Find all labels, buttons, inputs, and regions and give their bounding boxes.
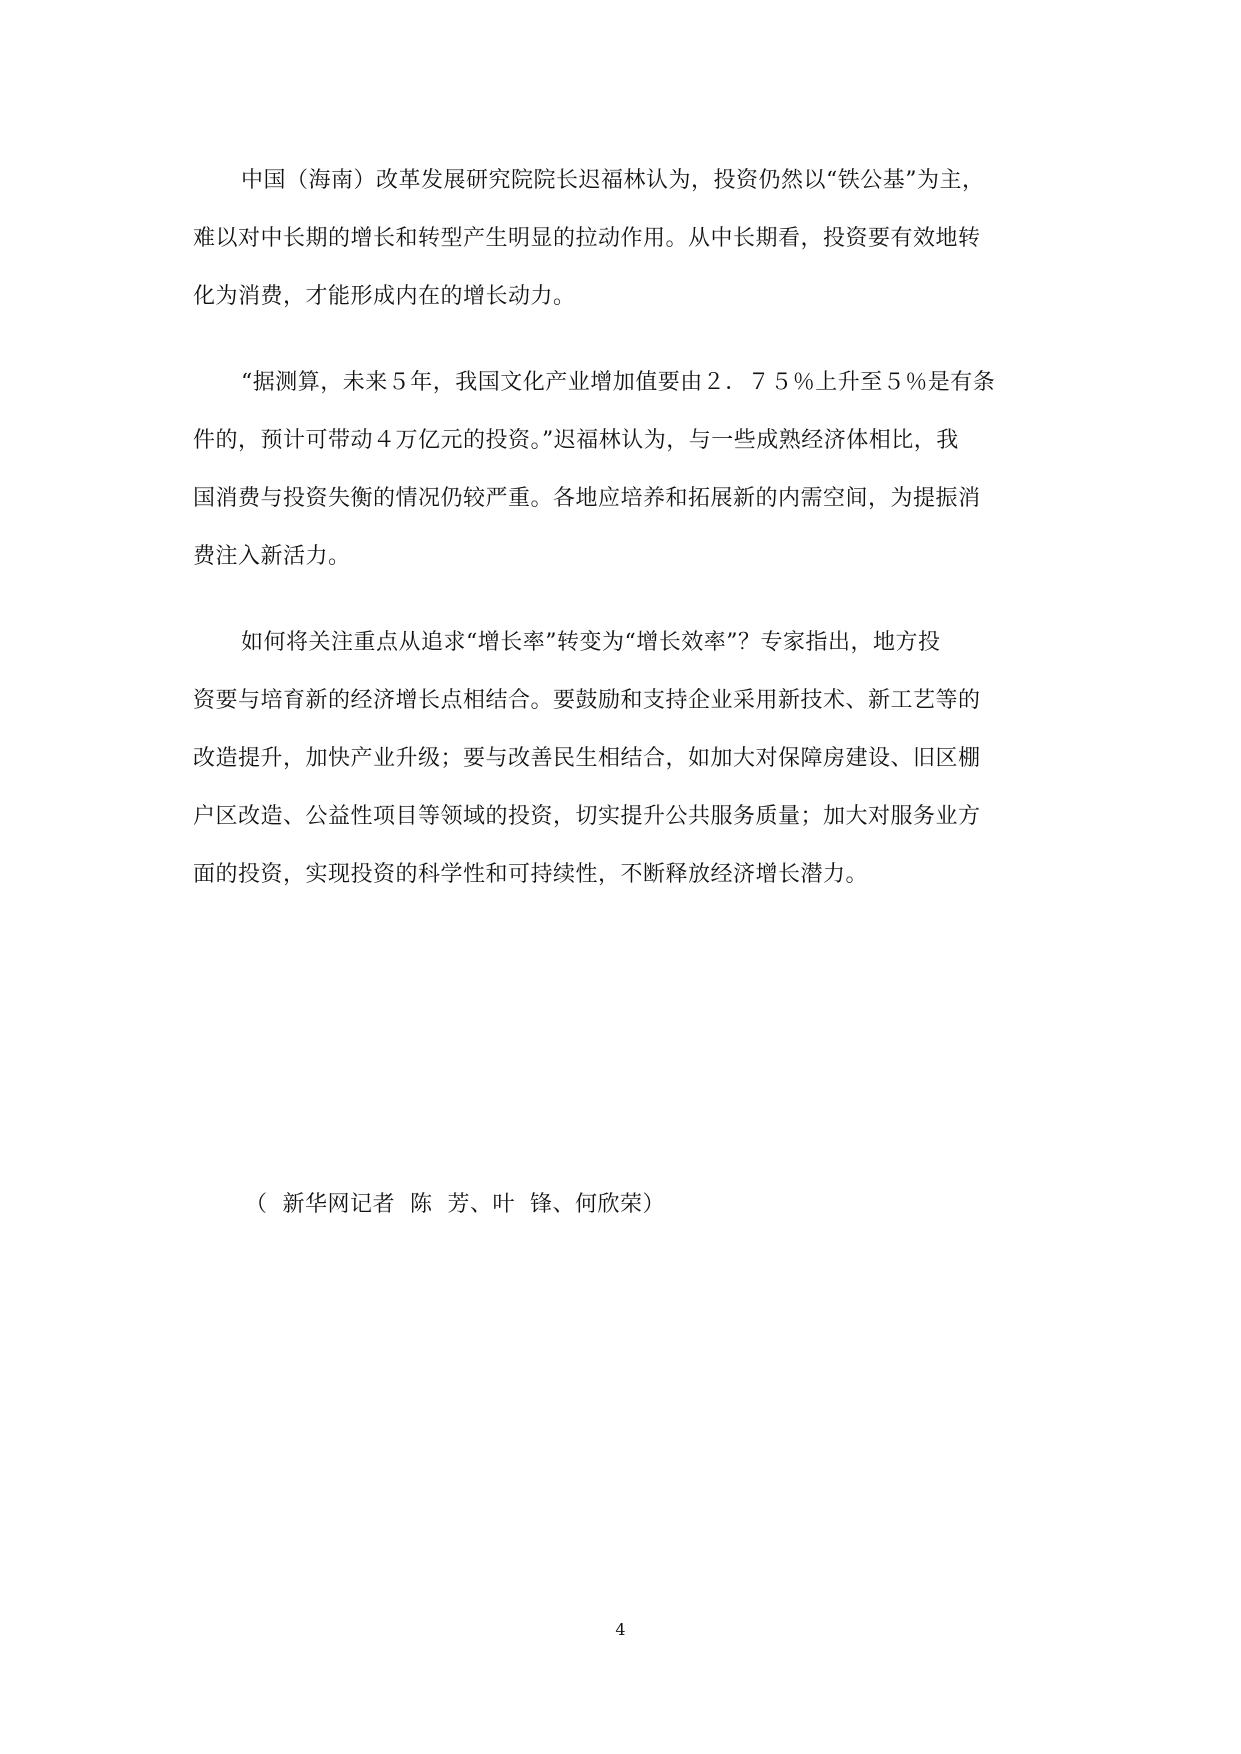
paragraph-2 — [193, 354, 1063, 586]
paragraph-3 — [193, 614, 1063, 904]
paragraph-line: 化为消费，才能形成内在的增长动力。 — [193, 284, 576, 309]
paragraph-line: 难以对中长期的增长和转型产生明显的拉动作用。从中长期看，投资要有效地转 — [193, 226, 981, 251]
paragraph-line: 件的，预计可带动４万亿元的投资。”迟福林认为，与一些成熟经济体相比，我 — [193, 428, 959, 453]
paragraph-line: 面的投资，实现投资的科学性和可持续性，不断释放经济增长潜力。 — [193, 862, 869, 887]
page-number: 4 — [615, 1620, 626, 1639]
paragraph-line: 改造提升，加快产业升级；要与改善民生相结合，如加大对保障房建设、旧区棚 — [193, 746, 981, 771]
paragraph-line: 如何将关注重点从追求“增长率”转变为“增长效率”？专家指出，地方投 — [241, 630, 941, 655]
paragraph-line: 户区改造、公益性项目等领域的投资，切实提升公共服务质量；加大对服务业方 — [193, 804, 981, 829]
paragraph-line: 资要与培育新的经济增长点相结合。要鼓励和支持企业采用新技术、新工艺等的 — [193, 688, 981, 713]
paragraph-1 — [193, 152, 1063, 326]
paragraph-line: 费注入新活力。 — [193, 544, 351, 569]
paragraph-line: 中国（海南）改革发展研究院院长迟福林认为，投资仍然以“铁公基”为主， — [241, 168, 985, 193]
paragraph-line: 国消费与投资失衡的情况仍较严重。各地应培养和拓展新的内需空间，为提振消 — [193, 486, 981, 511]
paragraph-line: “据测算，未来５年，我国文化产业增加值要由２．７５％上升至５％是有条 — [241, 370, 996, 395]
author-byline: （ 新华网记者 陈 芳、叶 锋、何欣荣） — [245, 1192, 665, 1217]
